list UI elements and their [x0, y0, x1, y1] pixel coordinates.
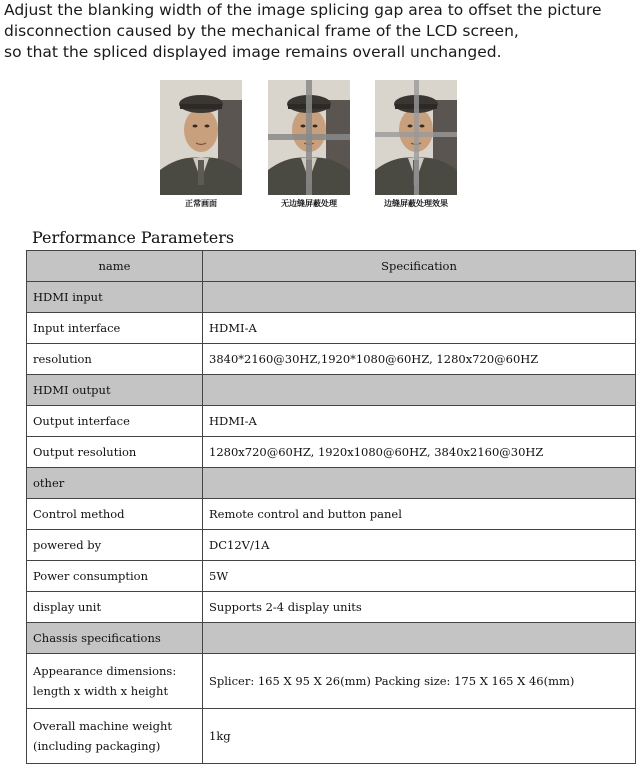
table-row [27, 709, 636, 764]
param-value: Supports 2-4 display units [203, 592, 636, 623]
param-name-line-1: Appearance dimensions: [33, 664, 177, 678]
photo-caption-normal: 正常画面 [185, 199, 217, 208]
portrait-image [160, 80, 242, 195]
table-row [27, 499, 636, 530]
param-name: Input interface [27, 313, 203, 344]
photo-caption-no-masking: 无边缝屏蔽处理 [281, 199, 337, 208]
section-row [27, 282, 636, 313]
param-name: Output resolution [27, 437, 203, 468]
section-row [27, 623, 636, 654]
section-row [27, 375, 636, 406]
param-value: HDMI-A [203, 313, 636, 344]
section-value [203, 282, 636, 313]
photo-with-masking [375, 80, 457, 195]
param-name: powered by [27, 530, 203, 561]
portrait-image [268, 80, 350, 195]
performance-table [26, 250, 636, 764]
param-name: Power consumption [27, 561, 203, 592]
section-label: HDMI input [27, 282, 203, 313]
param-value: Splicer: 165 X 95 X 26(mm) Packing size: 175 X 165 X 46(mm) [203, 654, 636, 709]
portrait-image [375, 80, 457, 195]
section-value [203, 468, 636, 499]
param-value: HDMI-A [203, 406, 636, 437]
photo-caption-with-masking: 边缝屏蔽处理效果 [384, 199, 448, 208]
table-row [27, 406, 636, 437]
performance-title: Performance Parameters [32, 228, 235, 247]
table-row [27, 313, 636, 344]
intro-text [4, 0, 634, 63]
section-label: other [27, 468, 203, 499]
section-label: Chassis specifications [27, 623, 203, 654]
table-row [27, 530, 636, 561]
table-row [27, 592, 636, 623]
param-name-line-2: length x width x height [33, 684, 169, 698]
param-name: resolution [27, 344, 203, 375]
param-name-line-2: (including packaging) [33, 739, 161, 753]
intro-line-3: so that the spliced displayed image remains overall unchanged. [4, 43, 502, 61]
table-header-row [27, 251, 636, 282]
photo-normal [160, 80, 242, 195]
param-name [27, 709, 203, 764]
param-value: 5W [203, 561, 636, 592]
param-value: 1kg [203, 709, 636, 764]
intro-line-2: disconnection caused by the mechanical frame of the LCD screen, [4, 22, 519, 40]
table-row [27, 344, 636, 375]
param-name [27, 654, 203, 709]
table-row [27, 561, 636, 592]
section-value [203, 375, 636, 406]
section-row [27, 468, 636, 499]
photo-no-masking [268, 80, 350, 195]
param-name-line-1: Overall machine weight [33, 719, 172, 733]
table-row [27, 654, 636, 709]
param-name: Output interface [27, 406, 203, 437]
header-spec: Specification [203, 251, 636, 282]
param-value: 3840*2160@30HZ,1920*1080@60HZ, 1280x720@60HZ [203, 344, 636, 375]
header-name: name [27, 251, 203, 282]
param-value: Remote control and button panel [203, 499, 636, 530]
param-name: display unit [27, 592, 203, 623]
param-value: 1280x720@60HZ, 1920x1080@60HZ, 3840x2160@30HZ [203, 437, 636, 468]
table-row [27, 437, 636, 468]
section-value [203, 623, 636, 654]
param-name: Control method [27, 499, 203, 530]
section-label: HDMI output [27, 375, 203, 406]
param-value: DC12V/1A [203, 530, 636, 561]
intro-line-1: Adjust the blanking width of the image splicing gap area to offset the picture [4, 1, 602, 19]
splicing-comparison-photos [0, 80, 640, 210]
